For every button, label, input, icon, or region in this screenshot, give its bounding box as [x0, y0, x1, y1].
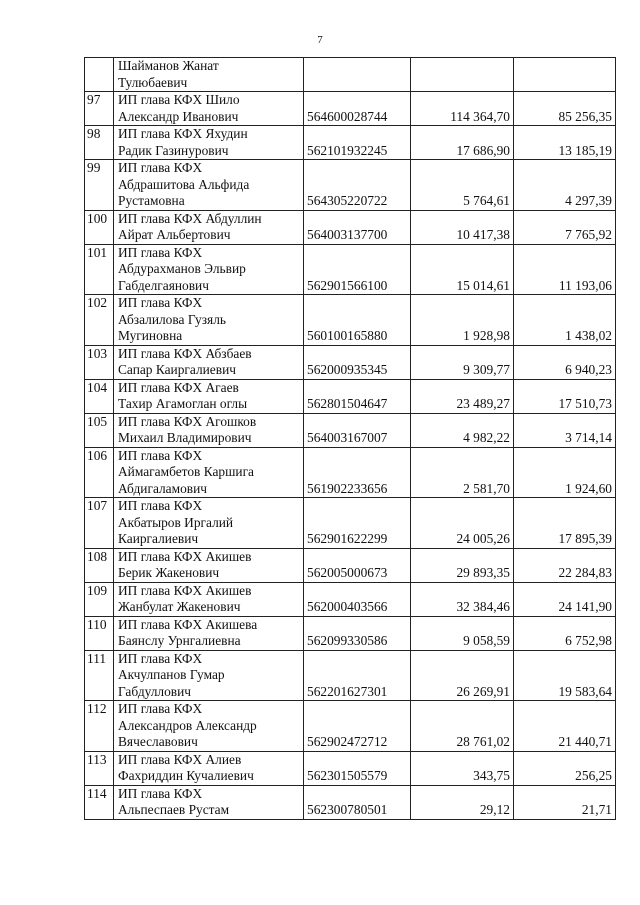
- table-row: [85, 244, 616, 295]
- amount-1-cell: 28 761,02: [411, 701, 514, 752]
- name-line: Абдигаламович: [118, 480, 208, 496]
- inn-cell: 562300780501: [304, 785, 411, 819]
- table-row: [85, 58, 616, 92]
- farm-holder-name: [114, 244, 304, 295]
- name-line: Тахир Агамоглан оглы: [118, 396, 248, 411]
- table-row: [85, 616, 616, 650]
- farm-holder-name: [114, 413, 304, 447]
- table-row: [85, 548, 616, 582]
- row-number: 103: [85, 345, 114, 379]
- table-row: [85, 582, 616, 616]
- name-line: ИП глава КФХ Акишева: [118, 616, 258, 632]
- name-line: Акбатыров Иргалий: [118, 514, 234, 530]
- name-line: Рустамовна: [118, 193, 185, 208]
- name-line: Александров Александр: [118, 717, 257, 733]
- amount-1-cell: 114 364,70: [411, 92, 514, 126]
- name-line: Сапар Каиргалиевич: [118, 362, 236, 377]
- amount-1-cell: 29,12: [411, 785, 514, 819]
- name-line: Каиргалиевич: [118, 531, 199, 546]
- row-number: 106: [85, 447, 114, 498]
- row-number: 97: [85, 92, 114, 126]
- amount-2-cell: 17 510,73: [514, 379, 616, 413]
- row-number: 113: [85, 751, 114, 785]
- amount-2-cell: 21 440,71: [514, 701, 616, 752]
- name-line: Тулюбаевич: [118, 74, 188, 90]
- farm-holder-name: [114, 58, 304, 92]
- amount-1-cell: 10 417,38: [411, 210, 514, 244]
- row-number: 109: [85, 582, 114, 616]
- amount-1-cell: 2 581,70: [411, 447, 514, 498]
- inn-cell: 560100165880: [304, 295, 411, 346]
- amount-2-cell: 6 940,23: [514, 345, 616, 379]
- inn-cell: 562000935345: [304, 345, 411, 379]
- table-row: [85, 447, 616, 498]
- amount-1-cell: 343,75: [411, 751, 514, 785]
- row-number: 98: [85, 126, 114, 160]
- farm-holder-name: [114, 650, 304, 701]
- table-row: [85, 650, 616, 701]
- amount-2-cell: 85 256,35: [514, 92, 616, 126]
- name-line: ИП глава КФХ Агаев: [118, 379, 239, 395]
- amount-2-cell: 256,25: [514, 751, 616, 785]
- name-line: ИП глава КФХ: [118, 785, 203, 801]
- name-line: Радик Газинурович: [118, 142, 229, 158]
- table-row: [85, 785, 616, 819]
- inn-cell: 562099330586: [304, 616, 411, 650]
- name-line: Берик Жакенович: [118, 565, 220, 580]
- name-line: ИП глава КФХ: [118, 701, 203, 716]
- name-line: ИП глава КФХ Агошков: [118, 413, 257, 429]
- row-number: 112: [85, 701, 114, 752]
- name-line: ИП глава КФХ: [118, 447, 203, 463]
- farm-holder-name: [114, 92, 304, 126]
- name-line: Шайманов Жанат: [118, 58, 219, 73]
- name-line: ИП глава КФХ: [118, 295, 203, 310]
- table-row: [85, 126, 616, 160]
- amount-1-cell: [411, 58, 514, 92]
- name-line: Вячеславович: [118, 734, 198, 749]
- name-line: ИП глава КФХ Абзбаев: [118, 345, 252, 361]
- farm-holder-name: [114, 447, 304, 498]
- name-line: Абдрашитова Альфида: [118, 176, 250, 192]
- inn-cell: 562005000673: [304, 548, 411, 582]
- table-row: [85, 379, 616, 413]
- inn-cell: 564003167007: [304, 413, 411, 447]
- name-line: ИП глава КФХ Яхудин: [118, 126, 248, 141]
- amount-1-cell: 32 384,46: [411, 582, 514, 616]
- name-line: Абдурахманов Эльвир: [118, 261, 246, 276]
- name-line: Абзалилова Гузяль: [118, 311, 226, 327]
- name-line: Акчулпанов Гумар: [118, 667, 225, 682]
- inn-cell: 562901566100: [304, 244, 411, 295]
- name-line: Александр Иванович: [118, 108, 239, 124]
- name-line: Фахриддин Кучалиевич: [118, 768, 254, 783]
- name-line: ИП глава КФХ Абдуллин: [118, 210, 262, 226]
- name-line: ИП глава КФХ Акишев: [118, 548, 252, 564]
- amount-2-cell: 19 583,64: [514, 650, 616, 701]
- amount-1-cell: 9 309,77: [411, 345, 514, 379]
- table-row: [85, 701, 616, 752]
- farm-holder-name: [114, 751, 304, 785]
- amount-1-cell: 24 005,26: [411, 498, 514, 549]
- name-line: ИП глава КФХ: [118, 244, 203, 260]
- table-row: [85, 751, 616, 785]
- amount-1-cell: 29 893,35: [411, 548, 514, 582]
- amount-1-cell: 17 686,90: [411, 126, 514, 160]
- amount-1-cell: 26 269,91: [411, 650, 514, 701]
- row-number: 101: [85, 244, 114, 295]
- amount-2-cell: 13 185,19: [514, 126, 616, 160]
- amount-2-cell: 21,71: [514, 785, 616, 819]
- inn-cell: [304, 58, 411, 92]
- table-row: [85, 92, 616, 126]
- farm-holder-name: [114, 498, 304, 549]
- name-line: Габдуллович: [118, 683, 192, 699]
- name-line: ИП глава КФХ: [118, 650, 203, 666]
- inn-cell: 564600028744: [304, 92, 411, 126]
- registry-table: [84, 57, 616, 820]
- farm-holder-name: [114, 582, 304, 616]
- farm-holder-name: [114, 160, 304, 211]
- name-line: ИП глава КФХ Акишев: [118, 582, 252, 598]
- name-line: Жанбулат Жакенович: [118, 599, 241, 614]
- name-line: ИП глава КФХ: [118, 498, 203, 513]
- amount-1-cell: 9 058,59: [411, 616, 514, 650]
- amount-1-cell: 15 014,61: [411, 244, 514, 295]
- row-number: 105: [85, 413, 114, 447]
- amount-1-cell: 23 489,27: [411, 379, 514, 413]
- name-line: ИП глава КФХ: [118, 160, 203, 175]
- inn-cell: 562901622299: [304, 498, 411, 549]
- name-line: Айрат Альбертович: [118, 227, 231, 242]
- farm-holder-name: [114, 379, 304, 413]
- table-row: [85, 345, 616, 379]
- amount-2-cell: 24 141,90: [514, 582, 616, 616]
- row-number: 104: [85, 379, 114, 413]
- table-row: [85, 210, 616, 244]
- name-line: Альпеспаев Рустам: [118, 802, 230, 817]
- inn-cell: 562801504647: [304, 379, 411, 413]
- amount-2-cell: 6 752,98: [514, 616, 616, 650]
- row-number: 107: [85, 498, 114, 549]
- farm-holder-name: [114, 345, 304, 379]
- inn-cell: 562301505579: [304, 751, 411, 785]
- farm-holder-name: [114, 616, 304, 650]
- name-line: Габделгаянович: [118, 277, 209, 293]
- farm-holder-name: [114, 701, 304, 752]
- table-row: [85, 160, 616, 211]
- table-row: [85, 295, 616, 346]
- name-line: Аймагамбетов Каршига: [118, 464, 254, 479]
- inn-cell: 564003137700: [304, 210, 411, 244]
- name-line: Мугиновна: [118, 328, 183, 343]
- amount-1-cell: 5 764,61: [411, 160, 514, 211]
- farm-holder-name: [114, 210, 304, 244]
- row-number: 111: [85, 650, 114, 701]
- farm-holder-name: [114, 295, 304, 346]
- amount-2-cell: 4 297,39: [514, 160, 616, 211]
- row-number: 108: [85, 548, 114, 582]
- farm-holder-name: [114, 548, 304, 582]
- inn-cell: 562902472712: [304, 701, 411, 752]
- name-line: Михаил Владимирович: [118, 430, 252, 445]
- inn-cell: 564305220722: [304, 160, 411, 211]
- table-row: [85, 498, 616, 549]
- registry-table-body: [85, 58, 616, 820]
- farm-holder-name: [114, 126, 304, 160]
- name-line: Баянслу Урнгалиевна: [118, 633, 241, 648]
- inn-cell: 562000403566: [304, 582, 411, 616]
- inn-cell: 562101932245: [304, 126, 411, 160]
- row-number: 110: [85, 616, 114, 650]
- amount-1-cell: 4 982,22: [411, 413, 514, 447]
- amount-1-cell: 1 928,98: [411, 295, 514, 346]
- name-line: ИП глава КФХ Алиев: [118, 751, 242, 767]
- amount-2-cell: 1 924,60: [514, 447, 616, 498]
- amount-2-cell: [514, 58, 616, 92]
- amount-2-cell: 1 438,02: [514, 295, 616, 346]
- inn-cell: 561902233656: [304, 447, 411, 498]
- name-line: ИП глава КФХ Шило: [118, 92, 240, 107]
- farm-holder-name: [114, 785, 304, 819]
- row-number: 102: [85, 295, 114, 346]
- row-number: 114: [85, 785, 114, 819]
- amount-2-cell: 17 895,39: [514, 498, 616, 549]
- inn-cell: 562201627301: [304, 650, 411, 701]
- row-number: 99: [85, 160, 114, 211]
- page-number: 7: [317, 34, 323, 46]
- row-number: 100: [85, 210, 114, 244]
- amount-2-cell: 11 193,06: [514, 244, 616, 295]
- amount-2-cell: 3 714,14: [514, 413, 616, 447]
- amount-2-cell: 22 284,83: [514, 548, 616, 582]
- row-number: [85, 58, 114, 92]
- amount-2-cell: 7 765,92: [514, 210, 616, 244]
- table-row: [85, 413, 616, 447]
